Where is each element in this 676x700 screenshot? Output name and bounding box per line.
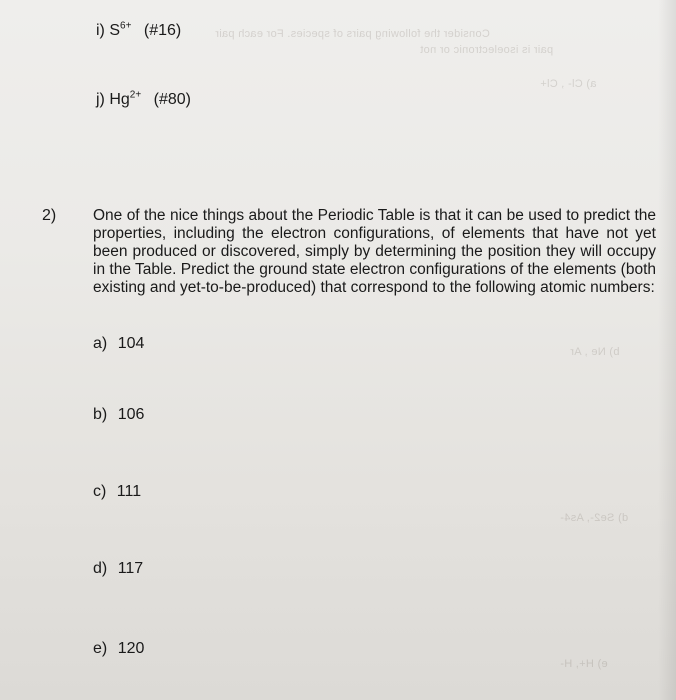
part-d-value: 117 [117,560,144,577]
part-b-value: 106 [117,406,145,423]
part-a [93,335,144,353]
part-d-label: d) [93,560,108,577]
bleed-through-mark: d) Se2-, As4- [560,512,629,524]
part-e-value: 120 [117,640,145,657]
bleed-through-mark: pair is isoelectronic or not [420,44,554,56]
part-b [93,406,144,424]
bleed-through-mark: e) H+, H- [560,658,608,670]
item-i-label: i) [96,22,105,39]
item-i-symbol: S [109,22,121,39]
bleed-through-mark: a) Cl- , Cl+ [540,78,597,90]
bleed-through-mark: Consider the following pairs of species. For each pair [215,28,490,40]
part-e [93,640,144,658]
item-j-charge: 2+ [129,89,142,101]
part-b-label: b) [93,406,108,423]
part-a-value: 104 [117,335,145,352]
item-j [96,91,191,109]
question-2-number: 2) [42,207,57,224]
item-j-symbol: Hg [109,91,130,108]
item-i-charge: 6+ [120,20,132,32]
item-j-label: j) [96,91,105,108]
part-a-label: a) [93,335,108,352]
question-2-text: One of the nice things about the Periodic Table is that it can be used to predict the properties, including the electron configurations, of elements that have not yet been produced or discovered, simply by determining the position they will occupy in the Table. Predict the ground state electron configurations of the elements (both existing and yet-to-be-produced) that correspond to the following atomic numbers: [93,207,656,296]
page-edge-shadow [658,0,676,700]
part-d [93,560,143,578]
part-c [93,483,141,501]
part-e-label: e) [93,640,108,657]
part-c-value: 111 [116,483,142,500]
part-c-label: c) [93,483,107,500]
item-j-atomic-number: (#80) [153,91,192,108]
bleed-through-mark: b) Ne , Ar [570,346,620,358]
item-i-atomic-number: (#16) [143,22,182,39]
item-i [96,22,181,40]
